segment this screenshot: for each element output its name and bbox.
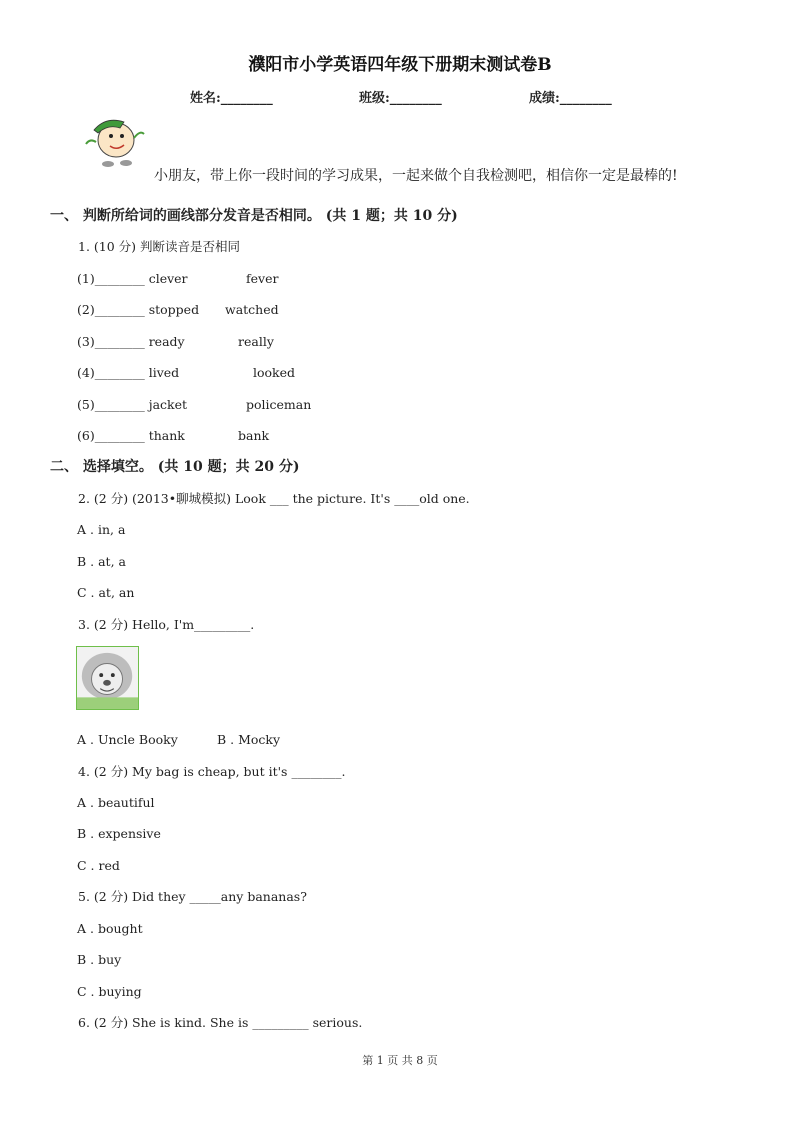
q1-row: [77, 271, 188, 286]
name-field: 姓名:________: [190, 91, 273, 106]
q1-row: [77, 428, 185, 443]
page-title: 濮阳市小学英语四年级下册期末测试卷B: [248, 55, 552, 75]
word-a: clever: [148, 271, 188, 286]
q2-stem: 2. (2 分) (2013•聊城模拟) Look ___ the picture. It's ____old one.: [78, 491, 470, 506]
lion-picture: [76, 646, 139, 710]
q2-option-c[interactable]: C . at, an: [77, 585, 135, 600]
word-b: really: [238, 334, 274, 349]
row-number: (3)________: [77, 334, 145, 349]
row-number: (4)________: [77, 365, 145, 380]
word-b: fever: [246, 271, 279, 286]
q1-row: [77, 302, 199, 317]
q4-option-b[interactable]: B . expensive: [77, 826, 161, 841]
row-number: (6)________: [77, 428, 145, 443]
q1-row: [77, 334, 185, 349]
q5-option-a[interactable]: A . bought: [77, 921, 143, 936]
score-field: 成绩:________: [529, 91, 612, 106]
q1-stem: 1. (10 分) 判断读音是否相同: [78, 239, 241, 254]
word-b: looked: [253, 365, 296, 380]
q3-option-b[interactable]: B . Mocky: [217, 732, 281, 747]
row-number: (1)________: [77, 271, 145, 286]
class-field: 班级:________: [359, 91, 442, 106]
q6-stem: 6. (2 分) She is kind. She is _________ serious.: [78, 1015, 363, 1030]
word-a: lived: [148, 365, 180, 380]
q1-row: [77, 397, 187, 412]
q3-option-a[interactable]: A . Uncle Booky: [77, 732, 178, 747]
page-footer: 第 1 页 共 8 页: [362, 1054, 438, 1067]
section1-heading: 一、 判断所给词的画线部分发音是否相同。 (共 1 题；共 10 分): [50, 208, 458, 224]
section2-heading: 二、 选择填空。 (共 10 题；共 20 分): [50, 459, 300, 475]
q3-stem: 3. (2 分) Hello, I'm_________.: [78, 617, 255, 632]
q4-option-a[interactable]: A . beautiful: [77, 795, 155, 810]
word-a: ready: [148, 334, 185, 349]
word-a: thank: [148, 428, 185, 443]
q1-row: [77, 365, 179, 380]
word-b: bank: [238, 428, 270, 443]
word-a: jacket: [148, 397, 188, 412]
q4-stem: 4. (2 分) My bag is cheap, but it's ________.: [78, 764, 346, 779]
mascot-illustration: [80, 114, 146, 170]
word-a: stopped: [148, 302, 200, 317]
word-b: watched: [225, 302, 279, 317]
q5-option-b[interactable]: B . buy: [77, 952, 122, 967]
row-number: (5)________: [77, 397, 145, 412]
q5-stem: 5. (2 分) Did they _____any bananas?: [78, 889, 307, 904]
q5-option-c[interactable]: C . buying: [77, 984, 142, 999]
word-b: policeman: [246, 397, 312, 412]
intro-text: 小朋友，带上你一段时间的学习成果，一起来做个自我检测吧，相信你一定是最棒的!: [154, 168, 678, 184]
q4-option-c[interactable]: C . red: [77, 858, 120, 873]
q2-option-a[interactable]: A . in, a: [77, 522, 126, 537]
row-number: (2)________: [77, 302, 145, 317]
q2-option-b[interactable]: B . at, a: [77, 554, 126, 569]
